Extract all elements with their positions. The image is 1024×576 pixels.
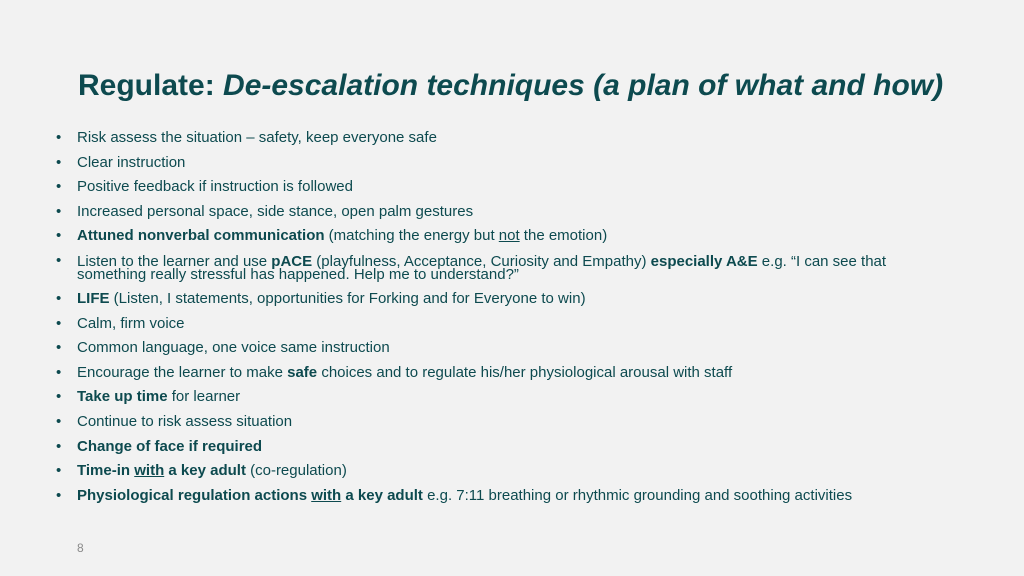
title-italic: De-escalation techniques (a plan of what and how) [223, 69, 944, 102]
bullet-text: the emotion) [519, 227, 608, 245]
bullet-text: a key adult [341, 486, 423, 504]
bullet-text: for learner [167, 388, 241, 406]
slide-title [78, 66, 943, 106]
bullet-text: Common language, one voice same instruction [77, 339, 390, 357]
bullet-text: Time-in [77, 462, 135, 480]
bullet-text: (playfulness, Acceptance, Curiosity and Empathy) [312, 252, 651, 270]
bullet-dot: • [56, 129, 62, 146]
bullet-dot: • [56, 153, 62, 171]
bullet-text: e.g. 7:11 breathing or rhythmic grounding and soothing activities [422, 486, 853, 504]
bullet-text: Encourage the learner to make [77, 363, 288, 381]
bullet-item [56, 224, 956, 249]
bullet-text: Clear instruction [77, 153, 186, 171]
bullet-text: Risk assess the situation – safety, keep everyone safe [77, 129, 437, 146]
bullet-dot: • [56, 314, 62, 332]
bullet-dot: • [56, 178, 62, 196]
bullet-dot: • [56, 363, 62, 381]
bullet-text: Positive feedback if instruction is followed [77, 178, 353, 196]
bullet-text: pACE [271, 252, 313, 270]
bullet-item [56, 361, 956, 386]
bullet-text: safe [287, 363, 318, 381]
bullet-item [56, 336, 956, 361]
bullet-text: with [311, 486, 342, 504]
bullet-item [56, 151, 956, 176]
bullet-text: Listen to the learner and use [77, 252, 272, 270]
bullet-dot: • [56, 202, 62, 220]
bullet-list [56, 126, 956, 508]
bullet-text: (co-regulation) [245, 462, 347, 480]
bullet-item [56, 484, 956, 509]
bullet-item [56, 249, 956, 287]
bullet-dot: • [56, 339, 62, 357]
bullet-item [56, 200, 956, 225]
bullet-item [56, 126, 956, 151]
bullet-text: with [134, 462, 165, 480]
bullet-text: e.g. “I can see that something really stressful has happened. Help me to understand?” [77, 252, 887, 283]
bullet-item [56, 312, 956, 337]
bullet-dot: • [56, 289, 62, 307]
page-number: 8 [77, 541, 84, 555]
bullet-item [56, 175, 956, 200]
bullet-item [56, 385, 956, 410]
bullet-dot: • [56, 388, 62, 406]
bullet-text: Physiological regulation actions [77, 486, 312, 504]
bullet-text: (matching the energy but [324, 227, 499, 245]
bullet-text: LIFE [77, 289, 110, 307]
bullet-dot: • [56, 412, 62, 430]
bullet-text: Attuned nonverbal communication [77, 227, 325, 245]
bullet-text: Calm, firm voice [77, 314, 185, 332]
bullet-text: (Listen, I statements, opportunities for Forking and for Everyone to win) [109, 289, 586, 307]
bullet-item [56, 410, 956, 435]
bullet-text: choices and to regulate his/her physiological arousal with staff [317, 363, 733, 381]
bullet-item [56, 287, 956, 312]
bullet-item [56, 435, 956, 460]
bullet-dot: • [56, 251, 62, 269]
bullet-text: Take up time [77, 388, 168, 406]
bullet-text: Change of face if required [77, 437, 263, 455]
bullet-dot: • [56, 462, 62, 480]
bullet-dot: • [56, 437, 62, 455]
bullet-text: especially A&E [650, 252, 758, 270]
bullet-dot: • [56, 227, 62, 245]
bullet-text: Continue to risk assess situation [77, 412, 293, 430]
bullet-text: a key adult [164, 462, 246, 480]
bullet-item [56, 459, 956, 484]
bullet-text: Increased personal space, side stance, open palm gestures [77, 202, 474, 220]
bullet-text: not [498, 227, 520, 245]
bullet-dot: • [56, 486, 62, 504]
title-regular: Regulate: [78, 69, 224, 102]
